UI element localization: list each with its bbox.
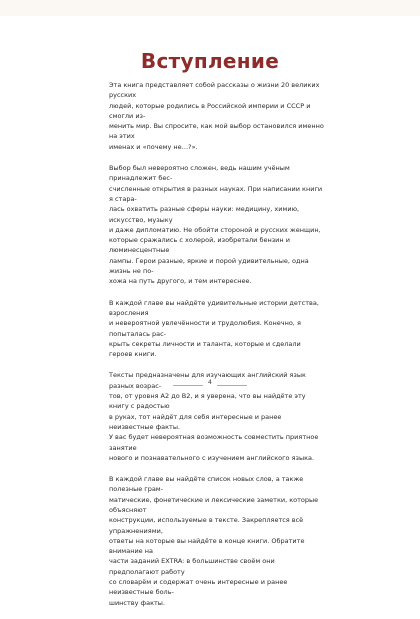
paragraph-3: В каждой главе вы найдёте удивительные истории детства, взросления и невероятной увлечённости и трудолюбия. Конечно, я попыталась рас- крыть секреты личности и таланта, которые и сделали героев книги.: [109, 298, 319, 359]
footer-rule-right: [217, 385, 247, 386]
page-top-band: [0, 0, 420, 16]
page-number: 4: [207, 378, 213, 386]
footer-rule-left: [173, 385, 203, 386]
paragraph-4: Тексты предназначены для изучающих английский язык разных возрас- тов, от уровня А2 до В2, и я уверена, что вы найдёте эту книгу с радостью в руках, тот найдёт для себя интересные и ранее неизвестные факты. У вас будет невероятная возможность совместить приятное занятие нового и познавательного с изучением английского языка.: [109, 371, 319, 462]
page-title: Вступление: [140, 49, 280, 74]
body-text: [109, 80, 324, 619]
paragraph-2: Выбор был невероятно сложен, ведь нашим учёным принадлежит бес- счисленные открытия в разных науках. При написании книги я стара- лась охватить разные сферы науки: медицину, химию, искусство, музыку и даже дипломатию. Не обойти стороной и русских женщин, которые сражались с холерой, изобретали бензин и люминесцентные лампы. Герои разные, яркие и порой удивительные, одна жизнь не по- хожа на путь другого, и тем интереснее.: [109, 164, 323, 286]
page-footer: [0, 378, 420, 392]
paragraph-5: В каждой главе вы найдёте список новых слов, а также полезные грам- матические, фонетические и лексические заметки, которые объясняют конструкции, используемые в тексте. Закрепляется всё упражнениями, ответы на которые вы найдёте в конце книги. Обратите внимание на части заданий EXTRA: в большинстве своём они предполагают работу со словарём и содержат очень интересные и ранее неизвестные боль- шинству факты.: [109, 475, 319, 607]
paragraph-1: Эта книга представляет собой рассказы о жизни 20 великих русских людей, которые родились в Российской империи и СССР и смогли из- менить мир. Вы спросите, как мой выбор остановился именно на этих именах и «почему не…?».: [109, 81, 324, 151]
